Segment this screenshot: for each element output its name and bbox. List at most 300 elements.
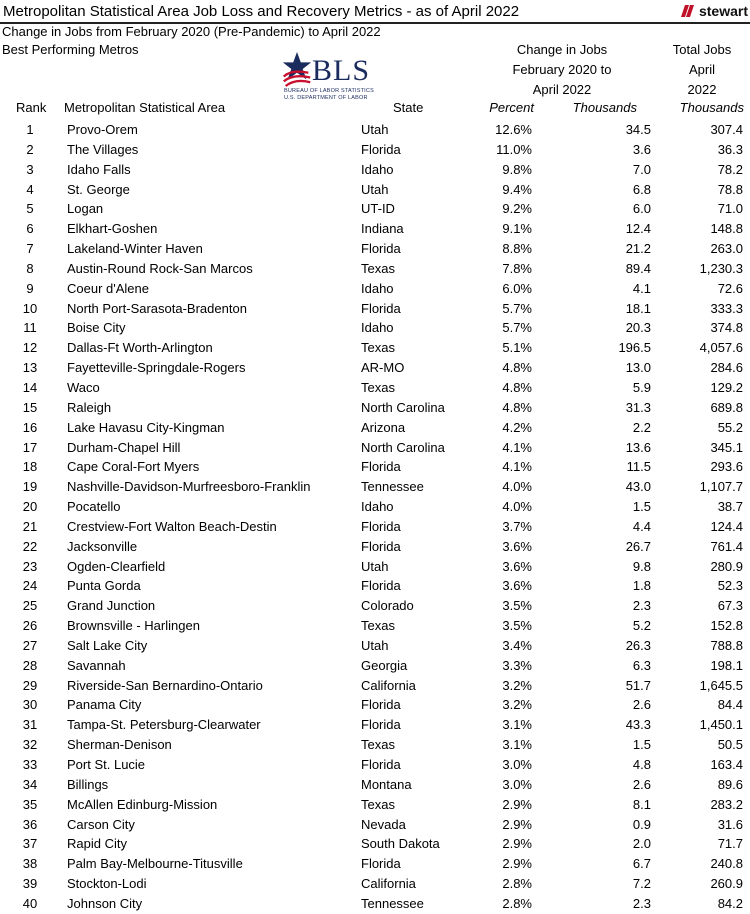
cell-msa: Elkhart-Goshen — [67, 221, 158, 237]
cell-total: 129.2 — [710, 379, 743, 395]
cell-state: Idaho — [361, 499, 394, 515]
column-header-state: State — [393, 100, 424, 115]
cell-thousands: 2.2 — [632, 419, 651, 435]
cell-msa: McAllen Edinburg-Mission — [67, 796, 218, 812]
cell-thousands: 3.6 — [632, 141, 651, 157]
cell-thousands: 13.6 — [625, 439, 651, 455]
cell-msa: Waco — [67, 379, 100, 395]
cell-msa: Brownsville - Harlingen — [67, 618, 200, 634]
cell-percent: 4.1% — [502, 439, 532, 455]
cell-total: 124.4 — [710, 518, 743, 534]
cell-thousands: 1.8 — [632, 578, 651, 594]
cell-thousands: 89.4 — [625, 260, 651, 276]
change-header-line: Change in Jobs — [516, 42, 608, 57]
cell-state: AR-MO — [361, 360, 405, 376]
table-row — [0, 775, 750, 795]
cell-percent: 3.7% — [502, 518, 532, 534]
table-row — [0, 497, 750, 517]
cell-total: 78.8 — [717, 181, 743, 197]
cell-percent: 5.7% — [502, 300, 532, 316]
cell-rank: 37 — [22, 836, 38, 852]
cell-percent: 4.8% — [502, 379, 532, 395]
cell-total: 71.7 — [717, 836, 743, 852]
cell-total: 1,645.5 — [699, 677, 743, 693]
cell-msa: Rapid City — [67, 836, 127, 852]
cell-msa: Logan — [67, 201, 104, 217]
cell-rank: 8 — [26, 260, 34, 276]
table-row — [0, 259, 750, 279]
column-header-percent: Percent — [489, 100, 534, 115]
cell-rank: 9 — [26, 280, 34, 296]
cell-percent: 3.1% — [502, 717, 532, 733]
cell-msa: Lake Havasu City-Kingman — [67, 419, 225, 435]
cell-thousands: 2.0 — [632, 836, 651, 852]
cell-percent: 4.8% — [502, 399, 532, 415]
cell-state: Utah — [361, 637, 389, 653]
cell-thousands: 51.7 — [625, 677, 651, 693]
cell-thousands: 7.2 — [632, 876, 651, 892]
cell-rank: 34 — [22, 776, 38, 792]
cell-state: Texas — [361, 379, 395, 395]
cell-thousands: 4.1 — [632, 280, 651, 296]
cell-total: 198.1 — [710, 657, 743, 673]
cell-msa: Crestview-Fort Walton Beach-Destin — [67, 518, 277, 534]
cell-percent: 7.8% — [502, 260, 532, 276]
cell-rank: 32 — [22, 737, 38, 753]
cell-thousands: 196.5 — [618, 340, 651, 356]
cell-msa: Durham-Chapel Hill — [67, 439, 181, 455]
cell-total: 1,107.7 — [699, 479, 743, 495]
cell-total: 52.3 — [717, 578, 743, 594]
data-table — [0, 120, 750, 914]
cell-state: Idaho — [361, 161, 394, 177]
cell-msa: Johnson City — [67, 895, 143, 911]
table-row — [0, 755, 750, 775]
table-row — [0, 438, 750, 458]
cell-rank: 13 — [22, 360, 38, 376]
cell-percent: 3.6% — [502, 578, 532, 594]
cell-msa: Panama City — [67, 697, 142, 713]
cell-rank: 12 — [22, 340, 38, 356]
table-row — [0, 596, 750, 616]
cell-state: Arizona — [361, 419, 406, 435]
cell-total: 71.0 — [717, 201, 743, 217]
cell-rank: 11 — [23, 320, 37, 336]
cell-thousands: 2.3 — [632, 895, 651, 911]
cell-rank: 20 — [22, 499, 38, 515]
cell-rank: 27 — [22, 637, 38, 653]
bls-line-1: BUREAU OF LABOR STATISTICS — [284, 88, 374, 94]
table-row — [0, 557, 750, 577]
cell-msa: Dallas-Ft Worth-Arlington — [67, 340, 213, 356]
cell-state: UT-ID — [361, 201, 395, 217]
cell-state: South Dakota — [361, 836, 440, 852]
cell-percent: 6.0% — [502, 280, 532, 296]
title-bar — [0, 0, 750, 24]
cell-thousands: 43.0 — [625, 479, 651, 495]
cell-state: Florida — [361, 538, 401, 554]
cell-msa: Coeur d'Alene — [67, 280, 149, 296]
cell-total: 84.2 — [717, 895, 743, 911]
change-header-line: February 2020 to — [512, 62, 612, 77]
column-header-total: Thousands — [679, 100, 744, 115]
cell-percent: 3.4% — [502, 637, 532, 653]
table-row — [0, 358, 750, 378]
cell-thousands: 43.3 — [625, 717, 651, 733]
cell-msa: Riverside-San Bernardino-Ontario — [67, 677, 263, 693]
cell-thousands: 12.4 — [625, 221, 651, 237]
cell-msa: Jacksonville — [67, 538, 138, 554]
cell-msa: Port St. Lucie — [67, 757, 146, 772]
subtitle: Change in Jobs from February 2020 (Pre-Pandemic) to April 2022 — [2, 24, 381, 39]
cell-total: 293.6 — [710, 459, 743, 475]
total-header-line: April — [688, 62, 715, 77]
column-header-thousands: Thousands — [572, 100, 637, 115]
cell-state: Colorado — [361, 598, 414, 614]
cell-thousands: 1.5 — [632, 737, 651, 753]
cell-state: Florida — [361, 518, 401, 534]
cell-msa: Grand Junction — [67, 598, 156, 614]
table-row — [0, 477, 750, 497]
cell-state: Idaho — [361, 280, 394, 296]
cell-rank: 19 — [22, 479, 38, 495]
cell-percent: 3.2% — [502, 677, 532, 693]
cell-percent: 4.8% — [502, 360, 532, 376]
cell-rank: 25 — [22, 598, 38, 614]
cell-thousands: 1.5 — [632, 499, 651, 515]
cell-total: 36.3 — [717, 141, 743, 157]
cell-percent: 11.0% — [496, 141, 532, 157]
cell-msa: Billings — [67, 776, 109, 792]
column-header-rank: Rank — [16, 100, 47, 115]
cell-total: 260.9 — [710, 876, 743, 892]
cell-percent: 8.8% — [502, 241, 532, 257]
cell-total: 148.8 — [710, 221, 743, 237]
cell-total: 263.0 — [710, 241, 743, 257]
cell-thousands: 5.9 — [632, 379, 651, 395]
table-row — [0, 636, 750, 656]
bls-letters: BLS — [312, 54, 371, 87]
table-row — [0, 676, 750, 696]
cell-total: 89.6 — [717, 776, 743, 792]
cell-total: 761.4 — [710, 538, 743, 554]
cell-rank: 33 — [22, 757, 38, 772]
cell-msa: St. George — [67, 181, 130, 197]
cell-thousands: 9.8 — [632, 558, 651, 574]
total-header-line: Total Jobs — [672, 42, 732, 57]
cell-rank: 26 — [22, 618, 38, 634]
cell-thousands: 2.3 — [632, 598, 651, 614]
cell-total: 1,450.1 — [699, 717, 743, 733]
cell-percent: 9.1% — [502, 221, 532, 237]
cell-rank: 17 — [22, 439, 38, 455]
cell-state: Texas — [361, 340, 395, 356]
table-row — [0, 219, 750, 239]
cell-rank: 40 — [22, 895, 38, 911]
cell-state: Florida — [361, 141, 401, 157]
cell-state: North Carolina — [361, 399, 445, 415]
cell-rank: 4 — [26, 181, 34, 197]
cell-msa: Punta Gorda — [67, 578, 141, 594]
cell-msa: Salt Lake City — [67, 637, 148, 653]
cell-state: Texas — [361, 737, 395, 753]
cell-thousands: 2.6 — [632, 697, 651, 713]
cell-rank: 15 — [22, 399, 38, 415]
cell-msa: Pocatello — [67, 499, 121, 515]
table-row — [0, 338, 750, 358]
cell-state: California — [361, 876, 416, 892]
cell-state: California — [361, 677, 416, 693]
cell-rank: 2 — [26, 141, 34, 157]
cell-rank: 35 — [22, 796, 38, 812]
cell-percent: 3.0% — [502, 776, 532, 792]
cell-rank: 6 — [26, 221, 34, 237]
cell-state: Florida — [361, 757, 401, 772]
table-row — [0, 398, 750, 418]
cell-thousands: 6.7 — [632, 856, 651, 872]
cell-total: 72.6 — [717, 280, 743, 296]
cell-thousands: 21.2 — [625, 241, 651, 257]
table-row — [0, 120, 750, 140]
cell-state: Tennessee — [361, 479, 424, 495]
table-row — [0, 299, 750, 319]
cell-thousands: 6.8 — [632, 181, 651, 197]
cell-thousands: 26.7 — [625, 538, 651, 554]
cell-percent: 2.9% — [502, 816, 532, 832]
cell-rank: 5 — [26, 201, 34, 217]
cell-msa: Raleigh — [67, 399, 112, 415]
cell-state: Utah — [361, 558, 389, 574]
stewart-mark-icon — [681, 5, 697, 17]
cell-thousands: 4.8 — [632, 757, 651, 772]
cell-rank: 38 — [22, 856, 38, 872]
cell-thousands: 0.9 — [632, 816, 651, 832]
table-row — [0, 815, 750, 835]
cell-msa: Austin-Round Rock-San Marcos — [67, 260, 253, 276]
cell-msa: Boise City — [67, 320, 126, 336]
table-row — [0, 576, 750, 596]
table-row — [0, 457, 750, 477]
table-row — [0, 874, 750, 894]
cell-thousands: 2.6 — [632, 776, 651, 792]
cell-thousands: 7.0 — [632, 161, 651, 177]
cell-msa: Nashville-Davidson-Murfreesboro-Franklin — [67, 479, 311, 495]
cell-percent: 4.0% — [502, 499, 532, 515]
cell-thousands: 20.3 — [625, 320, 651, 336]
cell-rank: 21 — [22, 518, 38, 534]
table-row — [0, 695, 750, 715]
table-row — [0, 834, 750, 854]
cell-rank: 29 — [22, 677, 38, 693]
column-header-msa: Metropolitan Statistical Area — [64, 100, 226, 115]
cell-percent: 9.4% — [502, 181, 532, 197]
cell-msa: Carson City — [67, 816, 135, 832]
cell-total: 1,230.3 — [699, 260, 743, 276]
cell-state: Nevada — [361, 816, 406, 832]
cell-state: Florida — [361, 578, 401, 594]
cell-rank: 18 — [22, 459, 38, 475]
cell-msa: Idaho Falls — [67, 161, 131, 177]
cell-state: Tennessee — [361, 895, 424, 911]
cell-state: Texas — [361, 618, 395, 634]
cell-msa: Lakeland-Winter Haven — [67, 241, 203, 257]
cell-thousands: 4.4 — [632, 518, 651, 534]
cell-state: Texas — [361, 260, 395, 276]
bls-line-2: U.S. DEPARTMENT OF LABOR — [284, 95, 368, 101]
cell-msa: Palm Bay-Melbourne-Titusville — [67, 856, 243, 872]
cell-total: 333.3 — [710, 300, 743, 316]
cell-total: 163.4 — [710, 757, 743, 772]
cell-msa: Sherman-Denison — [67, 737, 172, 753]
bls-emblem-icon — [280, 50, 314, 88]
cell-msa: Ogden-Clearfield — [67, 558, 166, 574]
cell-rank: 14 — [22, 379, 38, 395]
cell-state: Georgia — [361, 657, 408, 673]
cell-thousands: 6.3 — [632, 657, 651, 673]
cell-thousands: 8.1 — [632, 796, 651, 812]
table-row — [0, 239, 750, 259]
cell-msa: Fayetteville-Springdale-Rogers — [67, 360, 246, 376]
cell-total: 788.8 — [710, 637, 743, 653]
table-row — [0, 715, 750, 735]
cell-total: 345.1 — [710, 439, 743, 455]
cell-msa: North Port-Sarasota-Bradenton — [67, 300, 247, 316]
table-row — [0, 318, 750, 338]
table-row — [0, 517, 750, 537]
cell-percent: 2.8% — [502, 895, 532, 911]
cell-msa: Savannah — [67, 657, 126, 673]
cell-percent: 4.0% — [502, 479, 532, 495]
cell-thousands: 11.5 — [626, 459, 651, 475]
cell-total: 280.9 — [710, 558, 743, 574]
page-title: Metropolitan Statistical Area Job Loss and Recovery Metrics - as of April 2022 — [3, 3, 520, 20]
cell-percent: 3.0% — [502, 757, 532, 772]
table-row — [0, 735, 750, 755]
cell-percent: 9.8% — [502, 161, 532, 177]
cell-state: Texas — [361, 796, 395, 812]
cell-state: North Carolina — [361, 439, 445, 455]
cell-msa: Provo-Orem — [67, 122, 138, 137]
cell-thousands: 34.5 — [625, 122, 651, 137]
cell-rank: 10 — [22, 300, 38, 316]
cell-percent: 3.2% — [502, 697, 532, 713]
cell-percent: 5.1% — [502, 340, 532, 356]
cell-rank: 16 — [22, 419, 38, 435]
table-row — [0, 180, 750, 200]
section-heading: Best Performing Metros — [2, 42, 139, 57]
cell-percent: 2.9% — [502, 836, 532, 852]
cell-state: Florida — [361, 717, 401, 733]
total-group-header — [660, 40, 744, 100]
cell-total: 152.8 — [710, 618, 743, 634]
cell-percent: 3.5% — [502, 618, 532, 634]
cell-state: Florida — [361, 697, 401, 713]
cell-percent: 3.3% — [502, 657, 532, 673]
cell-thousands: 5.2 — [632, 618, 651, 634]
table-row — [0, 656, 750, 676]
cell-state: Florida — [361, 300, 401, 316]
cell-percent: 3.6% — [502, 538, 532, 554]
cell-rank: 23 — [22, 558, 38, 574]
cell-thousands: 31.3 — [625, 399, 651, 415]
cell-state: Utah — [361, 181, 389, 197]
cell-rank: 1 — [26, 122, 34, 137]
cell-total: 374.8 — [710, 320, 743, 336]
stewart-logo — [681, 3, 748, 19]
cell-state: Florida — [361, 856, 401, 872]
cell-total: 240.8 — [710, 856, 743, 872]
cell-total: 4,057.6 — [699, 340, 743, 356]
table-row — [0, 795, 750, 815]
cell-percent: 3.6% — [502, 558, 532, 574]
cell-total: 283.2 — [710, 796, 743, 812]
cell-state: Utah — [361, 122, 389, 137]
cell-msa: Stockton-Lodi — [67, 876, 147, 892]
table-row — [0, 537, 750, 557]
cell-thousands: 13.0 — [625, 360, 651, 376]
cell-total: 84.4 — [717, 697, 743, 713]
cell-total: 307.4 — [710, 122, 743, 137]
cell-msa: Cape Coral-Fort Myers — [67, 459, 200, 475]
cell-total: 67.3 — [717, 598, 743, 614]
table-row — [0, 140, 750, 160]
cell-rank: 36 — [22, 816, 38, 832]
table-row — [0, 279, 750, 299]
cell-percent: 12.6% — [495, 122, 532, 137]
cell-percent: 9.2% — [502, 201, 532, 217]
table-row — [0, 616, 750, 636]
cell-thousands: 26.3 — [625, 637, 651, 653]
cell-percent: 2.8% — [502, 876, 532, 892]
cell-rank: 3 — [26, 161, 34, 177]
cell-state: Florida — [361, 459, 401, 475]
cell-total: 55.2 — [717, 419, 743, 435]
brand-name: stewart — [698, 3, 748, 19]
cell-total: 78.2 — [717, 161, 743, 177]
table-row — [0, 418, 750, 438]
table-row — [0, 854, 750, 874]
cell-thousands: 18.1 — [625, 300, 651, 316]
table-row — [0, 378, 750, 398]
cell-total: 284.6 — [710, 360, 743, 376]
cell-rank: 7 — [26, 241, 34, 257]
cell-percent: 5.7% — [502, 320, 532, 336]
cell-total: 689.8 — [710, 399, 743, 415]
cell-total: 31.6 — [717, 816, 743, 832]
cell-msa: Tampa-St. Petersburg-Clearwater — [67, 717, 261, 733]
cell-total: 50.5 — [717, 737, 743, 753]
cell-rank: 22 — [22, 538, 38, 554]
change-header-line: April 2022 — [532, 82, 592, 97]
cell-percent: 3.5% — [502, 598, 532, 614]
total-header-line: 2022 — [687, 82, 717, 97]
cell-thousands: 6.0 — [632, 201, 651, 217]
cell-percent: 4.1% — [502, 459, 532, 475]
cell-rank: 28 — [22, 657, 38, 673]
cell-total: 38.7 — [717, 499, 743, 515]
cell-percent: 4.2% — [502, 419, 532, 435]
cell-rank: 24 — [22, 578, 38, 594]
table-row — [0, 160, 750, 180]
bls-logo — [280, 50, 390, 102]
cell-rank: 30 — [22, 697, 38, 713]
cell-rank: 31 — [22, 717, 38, 733]
cell-percent: 3.1% — [502, 737, 532, 753]
cell-msa: The Villages — [67, 141, 139, 157]
cell-rank: 39 — [22, 876, 38, 892]
cell-state: Indiana — [361, 221, 404, 237]
cell-state: Florida — [361, 241, 401, 257]
